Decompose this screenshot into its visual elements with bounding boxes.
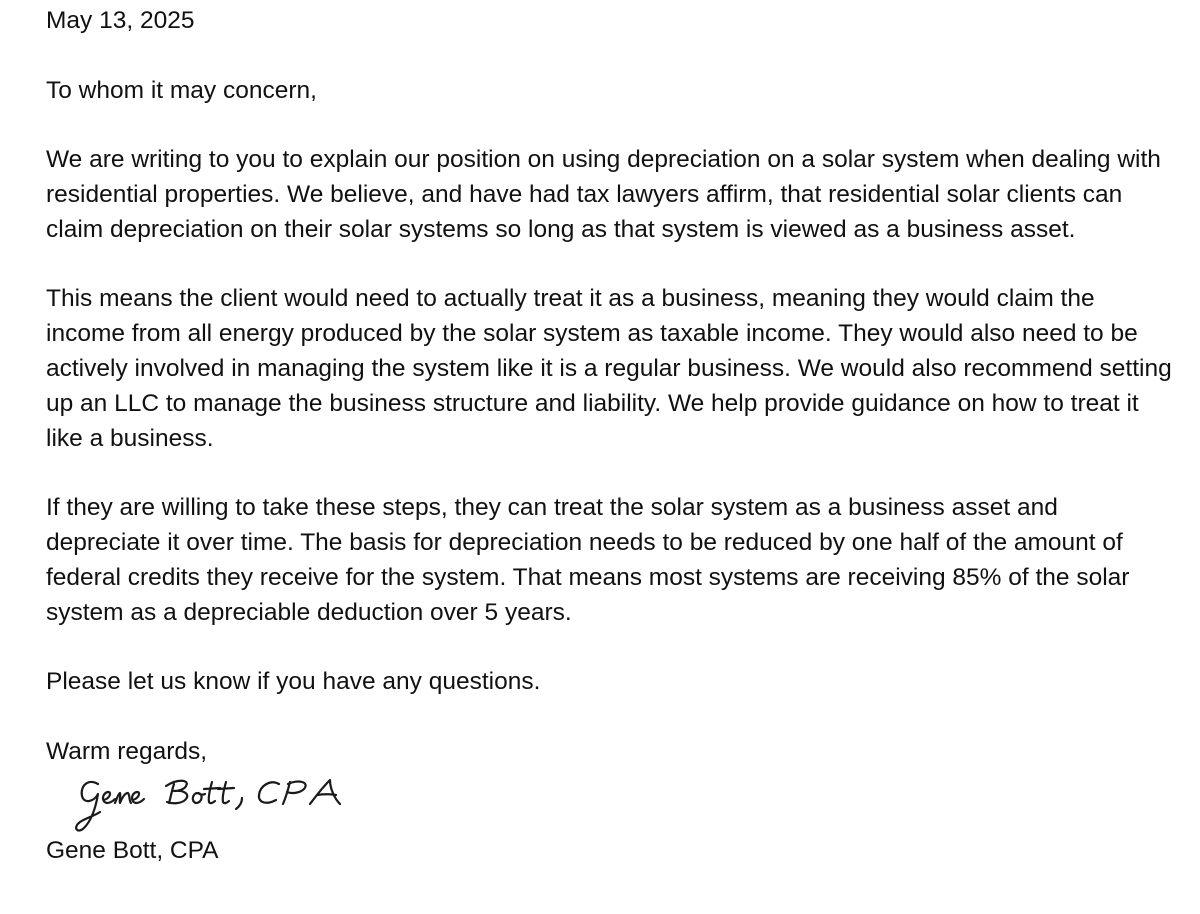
closing: Warm regards, (46, 737, 208, 765)
signer-name: Gene Bott, CPA (46, 836, 219, 864)
body-paragraph-4: Please let us know if you have any questions. (46, 668, 541, 696)
letter-date: May 13, 2025 (46, 7, 195, 34)
handwritten-signature (74, 776, 394, 834)
letter (46, 4, 1176, 903)
salutation: To whom it may concern, (46, 76, 317, 104)
body-paragraph-2: This means the client would need to actually treat it as a business, meaning they would claim the income from all energy produced by the solar system as taxable income. They would also need to be actively involved in managing the system like it is a regular business. We would also recommend setting up an LLC to manage the business structure and liability. We help provide guidance on how to treat it like a business. (46, 285, 1172, 452)
body-paragraph-1: We are writing to you to explain our position on using depreciation on a solar system when dealing with residential properties. We believe, and have had tax lawyers affirm, that residential solar clients can claim depreciation on their solar systems so long as that system is viewed as a business asset. (46, 146, 1161, 243)
body-paragraph-3: If they are willing to take these steps, they can treat the solar system as a business asset and depreciate it over time. The basis for depreciation needs to be reduced by one half of the amount of federal credits they receive for the system. That means most systems are receiving 85% of the solar system as a depreciable deduction over 5 years. (46, 494, 1130, 626)
